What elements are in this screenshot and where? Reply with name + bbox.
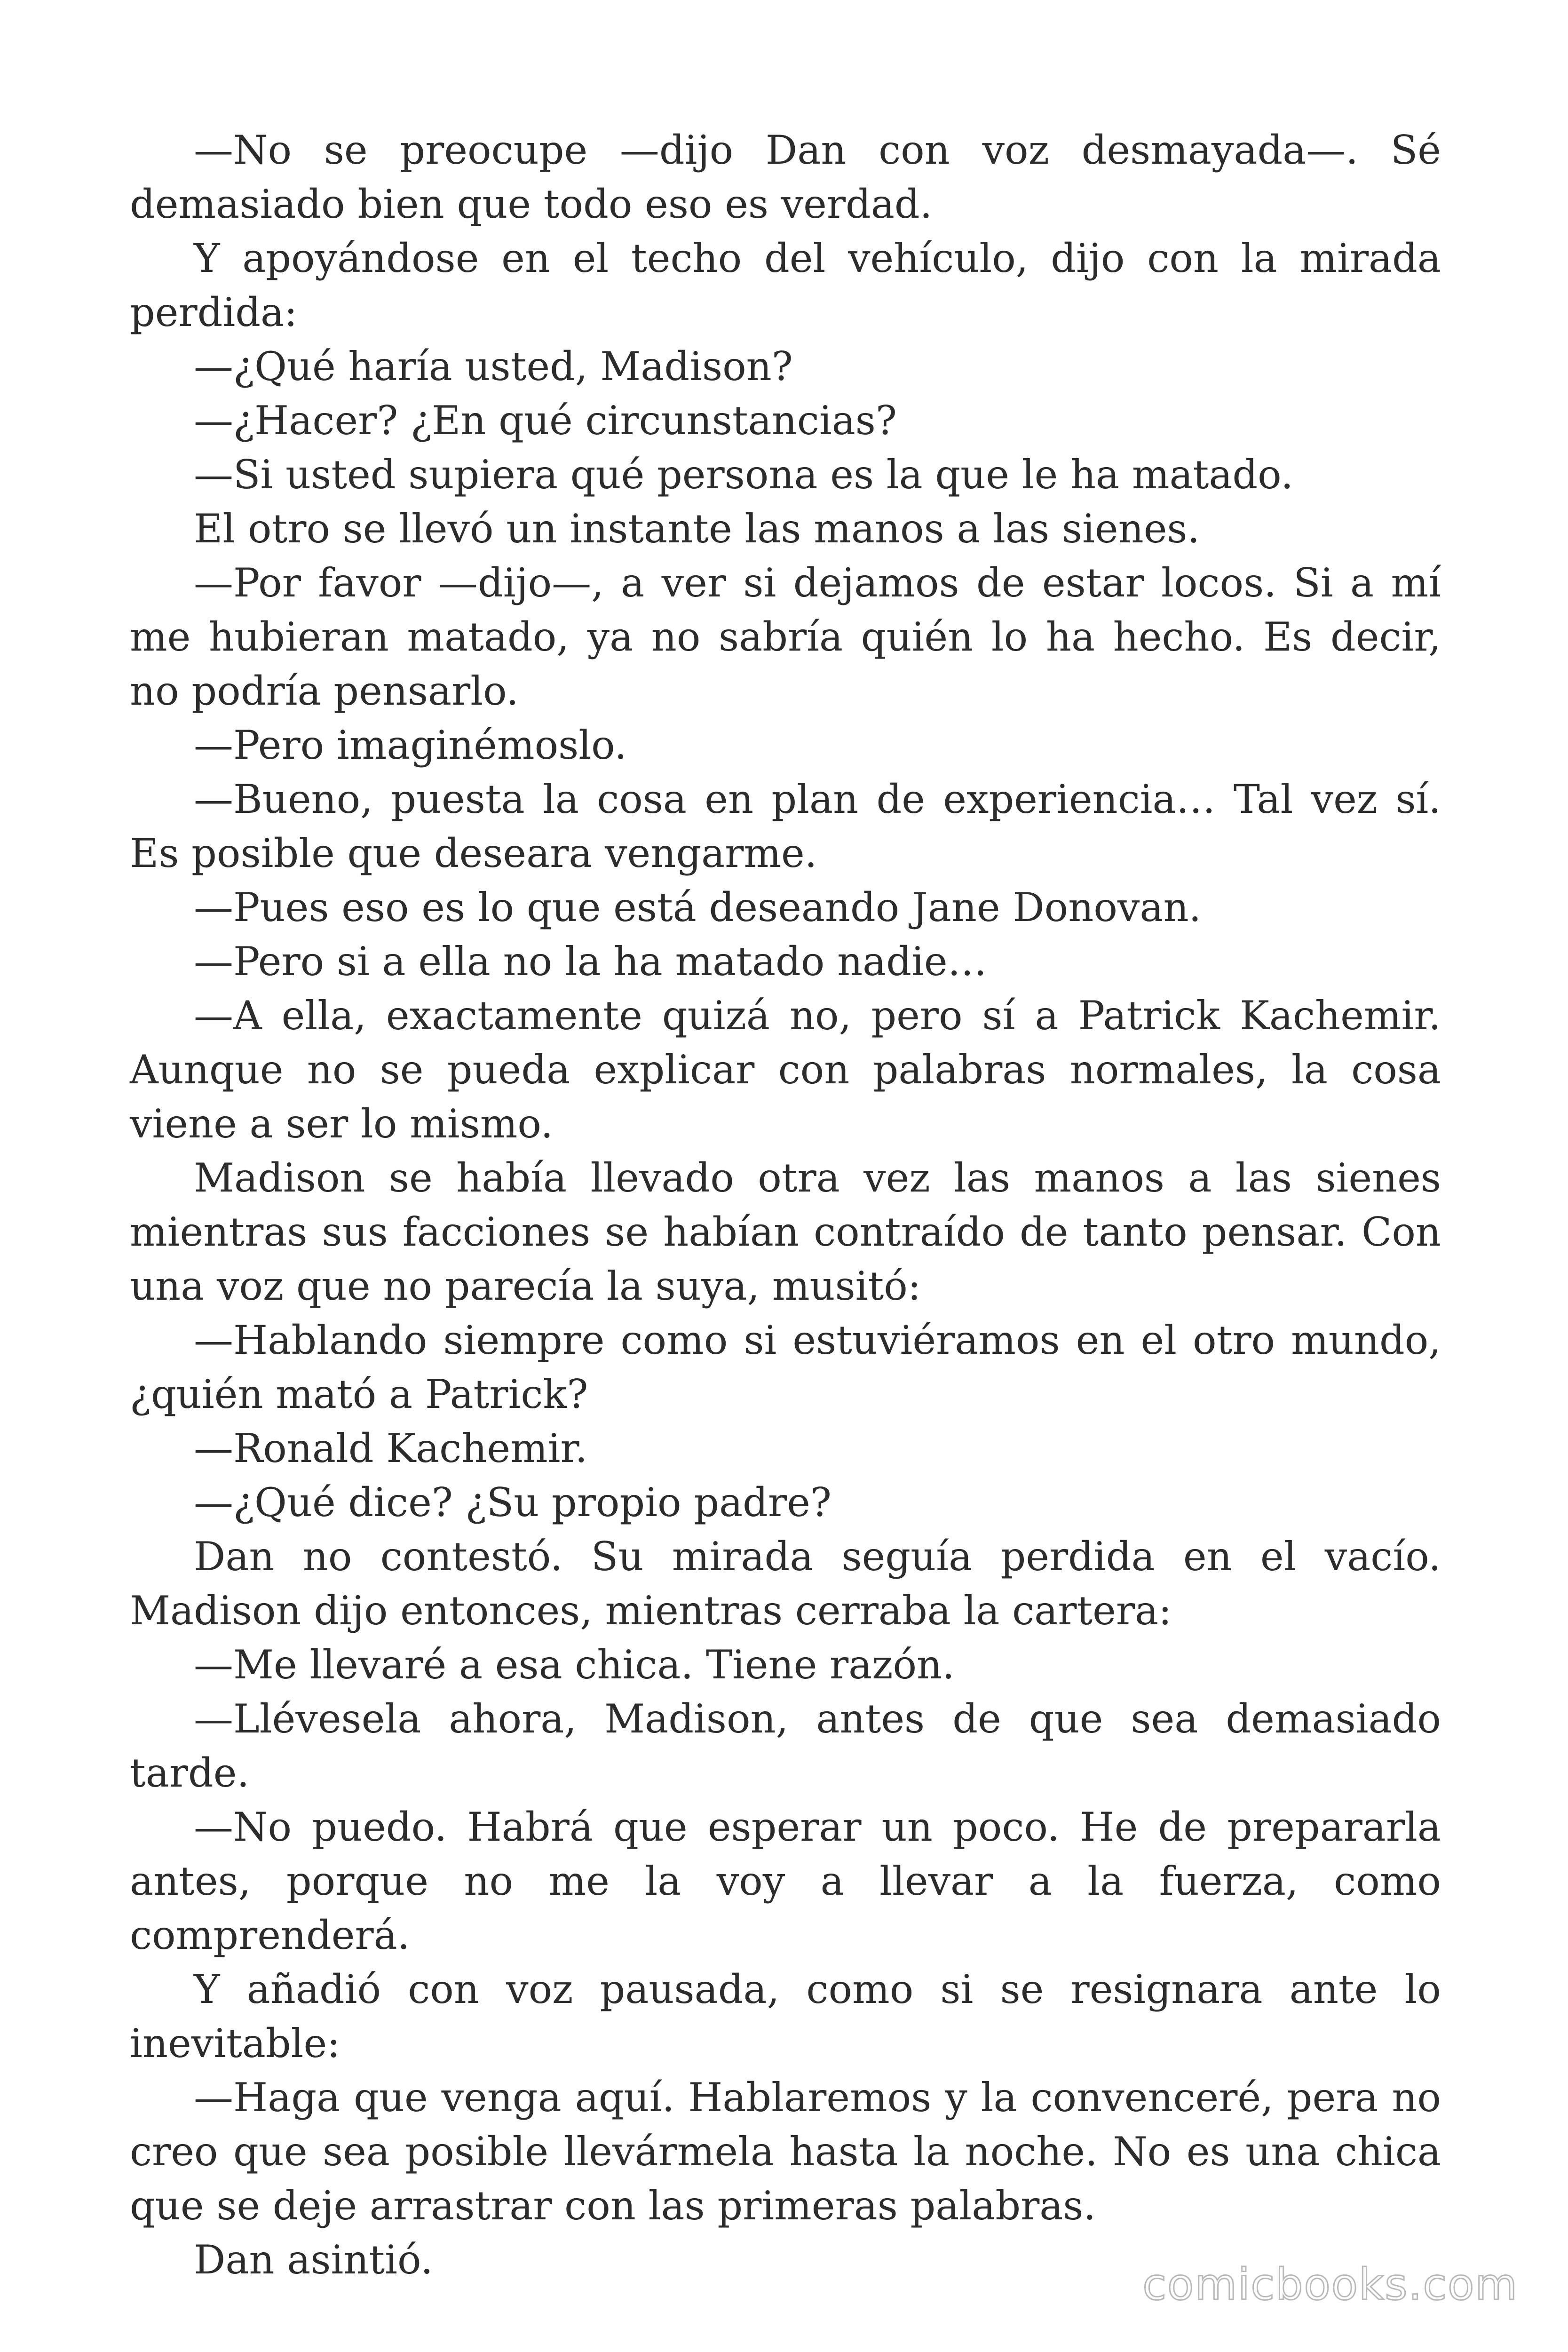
paragraph: —Llévesela ahora, Madison, antes de que sea demasiado tarde. — [130, 1696, 1441, 1796]
paragraph: Dan asintió. — [194, 2237, 433, 2283]
paragraph: —A ella, exactamente quizá no, pero sí a Patrick Kachemir. Aunque no se pueda explicar con palabras normales, la cosa viene a ser lo mismo. — [130, 993, 1441, 1147]
paragraph: —Si usted supiera qué persona es la que le ha matado. — [194, 452, 1293, 498]
paragraph: —¿Hacer? ¿En qué circunstancias? — [194, 397, 897, 444]
paragraph: —¿Qué haría usted, Madison? — [194, 343, 793, 389]
paragraph: —Pero imaginémoslo. — [194, 722, 627, 768]
paragraph: —Ronald Kachemir. — [194, 1425, 588, 1471]
paragraph: —¿Qué dice? ¿Su propio padre? — [194, 1479, 832, 1526]
paragraph: —Haga que venga aquí. Hablaremos y la convenceré, pera no creo que sea posible llevármela hasta la noche. No es una chica que se deje arrastrar con las primeras palabras. — [130, 2074, 1441, 2229]
paragraph: —No se preocupe —dijo Dan con voz desmayada—. Sé demasiado bien que todo eso es verdad. — [130, 127, 1441, 227]
paragraph: —No puedo. Habrá que esperar un poco. He de prepararla antes, porque no me la voy a llevar a la fuerza, como comprenderá. — [130, 1804, 1441, 1958]
paragraph: Y añadió con voz pausada, como si se resignara ante lo inevitable: — [130, 1966, 1441, 2066]
paragraph: El otro se llevó un instante las manos a las sienes. — [194, 506, 1200, 552]
paragraph: —Por favor —dijo—, a ver si dejamos de estar locos. Si a mí me hubieran matado, ya no sabría quién lo ha hecho. Es decir, no podría pensarlo. — [130, 560, 1441, 714]
paragraph: —Pues eso es lo que está deseando Jane Donovan. — [194, 884, 1202, 930]
paragraph: —Pero si a ella no la ha matado nadie… — [194, 938, 987, 985]
paragraph: Y apoyándose en el techo del vehículo, dijo con la mirada perdida: — [130, 235, 1441, 335]
paragraph: —Me llevaré a esa chica. Tiene razón. — [194, 1642, 955, 1688]
watermark: comicbooks.com — [1142, 2259, 1518, 2310]
paragraph: Dan no contestó. Su mirada seguía perdida en el vacío. Madison dijo entonces, mientras cerraba la cartera: — [130, 1534, 1441, 1634]
paragraph: —Bueno, puesta la cosa en plan de experiencia… Tal vez sí. Es posible que deseara vengarme. — [130, 776, 1441, 876]
page-body-text — [130, 123, 1441, 2287]
paragraph: —Hablando siempre como si estuviéramos en el otro mundo, ¿quién mató a Patrick? — [130, 1317, 1441, 1417]
paragraph: Madison se había llevado otra vez las manos a las sienes mientras sus facciones se habían contraído de tanto pensar. Con una voz que no parecía la suya, musitó: — [130, 1155, 1441, 1309]
